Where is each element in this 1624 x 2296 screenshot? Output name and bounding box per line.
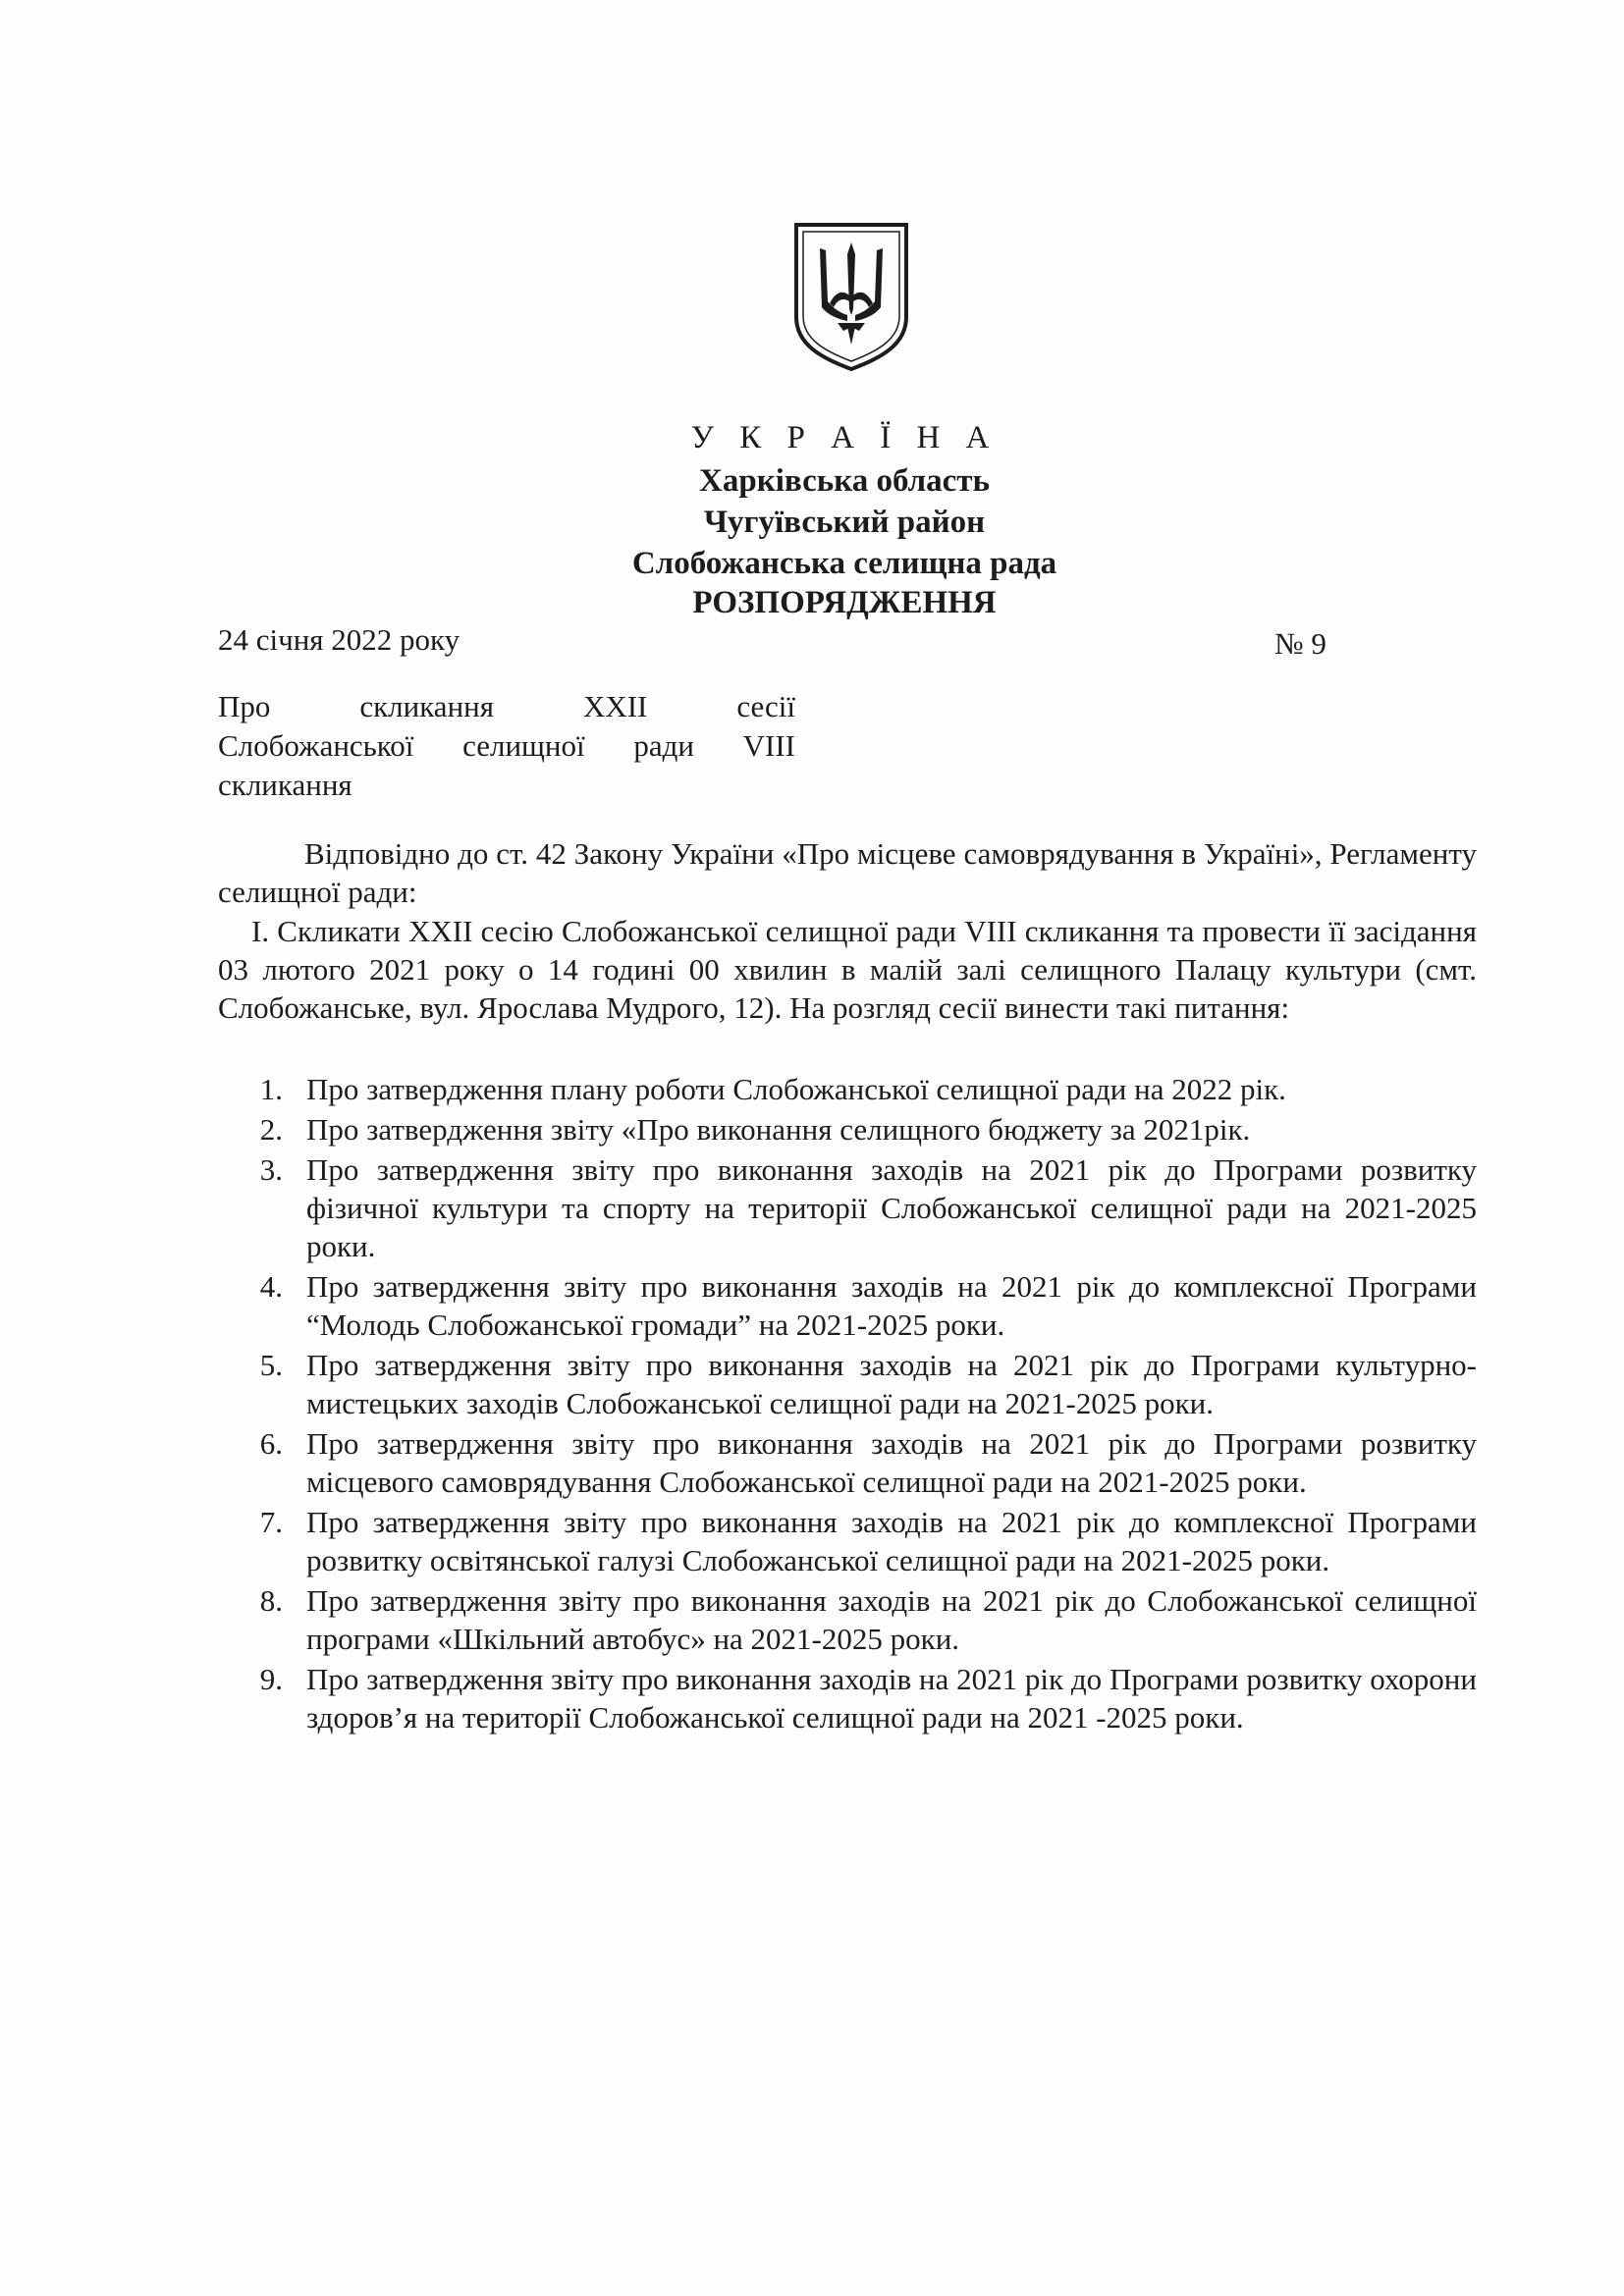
- agenda-item-text: Про затвердження звіту про виконання заходів на 2021 рік до Програми культурно-мистецьких заходів Слобожанської селищної ради на 2021-2025 роки.: [306, 1348, 1477, 1420]
- agenda-item-number: 6.: [259, 1426, 283, 1461]
- document-number: № 9: [1274, 626, 1326, 661]
- agenda-item: [218, 1424, 1477, 1501]
- subject-line: Про скликання XXII сесії: [218, 689, 795, 723]
- agenda-item: [218, 1110, 1477, 1148]
- agenda-item: [218, 1150, 1477, 1265]
- agenda-item: [218, 1581, 1477, 1658]
- oblast-heading: Харківська область: [699, 463, 990, 499]
- intro-paragraph: Відповідно до ст. 42 Закону України «Про місцеве самоврядування в Україні», Регламенту селищної ради:: [218, 836, 1477, 909]
- agenda-item-number: 1.: [259, 1072, 283, 1106]
- agenda-item-number: 2.: [259, 1112, 283, 1147]
- agenda-item-number: 5.: [259, 1348, 283, 1382]
- document-date: 24 січня 2022 року: [218, 622, 460, 657]
- agenda-item-number: 3.: [259, 1152, 283, 1187]
- agenda-item: [218, 1070, 1477, 1108]
- agenda-item: [218, 1503, 1477, 1579]
- agenda-item: [218, 1346, 1477, 1422]
- agenda-item-text: Про затвердження звіту про виконання заходів на 2021 рік до Програми розвитку фізичної культури та спорту на території Слобожанської селищної ради на 2021-2025 роки.: [306, 1152, 1477, 1263]
- subject-line: скликання: [218, 768, 352, 802]
- agenda-item: [218, 1267, 1477, 1344]
- document-type-heading: РОЗПОРЯДЖЕННЯ: [692, 585, 997, 620]
- agenda-item-text: Про затвердження звіту про виконання заходів на 2021 рік до Програми розвитку місцевого самоврядування Слобожанської селищної ради на 2021-2025 роки.: [306, 1426, 1477, 1499]
- agenda-item-number: 9.: [259, 1662, 283, 1696]
- agenda-item-text: Про затвердження звіту про виконання заходів на 2021 рік до комплексної Програми “Молодь Слобожанської громади” на 2021-2025 роки.: [306, 1269, 1477, 1342]
- decision-paragraph: I. Скликати XXII сесію Слобожанської селищної ради VIII скликання та провести її засідання 03 лютого 2021 року о 14 годині 00 хвилин в малій залі селищного Палацу культури (смт. Слобожанське, вул. Ярослава Мудрого, 12). На розгляд сесії винести такі питання:: [218, 914, 1477, 1025]
- subject-line: Слобожанської селищної ради VIII: [218, 728, 795, 763]
- agenda-item-text: Про затвердження плану роботи Слобожанської селищної ради на 2022 рік.: [306, 1072, 1286, 1106]
- agenda-item-number: 4.: [259, 1269, 283, 1304]
- agenda-item: [218, 1660, 1477, 1736]
- agenda-item-number: 7.: [259, 1505, 283, 1539]
- agenda-item-text: Про затвердження звіту про виконання заходів на 2021 рік до Програми розвитку охорони здоров’я на території Слобожанської селищної ради на 2021 -2025 роки.: [306, 1662, 1477, 1735]
- agenda-item-text: Про затвердження звіту про виконання заходів на 2021 рік до Слобожанської селищної програми «Шкільний автобус» на 2021-2025 роки.: [306, 1583, 1477, 1656]
- document-subject: [218, 687, 795, 805]
- council-heading: Слобожанська селищна рада: [631, 546, 1057, 581]
- coat-of-arms-of-ukraine-icon: [790, 221, 912, 373]
- raion-heading: Чугуївський район: [703, 505, 986, 540]
- agenda-item-number: 8.: [259, 1583, 283, 1618]
- agenda-item-text: Про затвердження звіту про виконання заходів на 2021 рік до комплексної Програми розвитку освітянської галузі Слобожанської селищної ради на 2021-2025 роки.: [306, 1505, 1477, 1577]
- agenda-list: [218, 1070, 1477, 1738]
- agenda-item-text: Про затвердження звіту «Про виконання селищного бюджету за 2021рік.: [306, 1112, 1251, 1147]
- country-heading: У К Р А Ї Н А: [690, 420, 999, 455]
